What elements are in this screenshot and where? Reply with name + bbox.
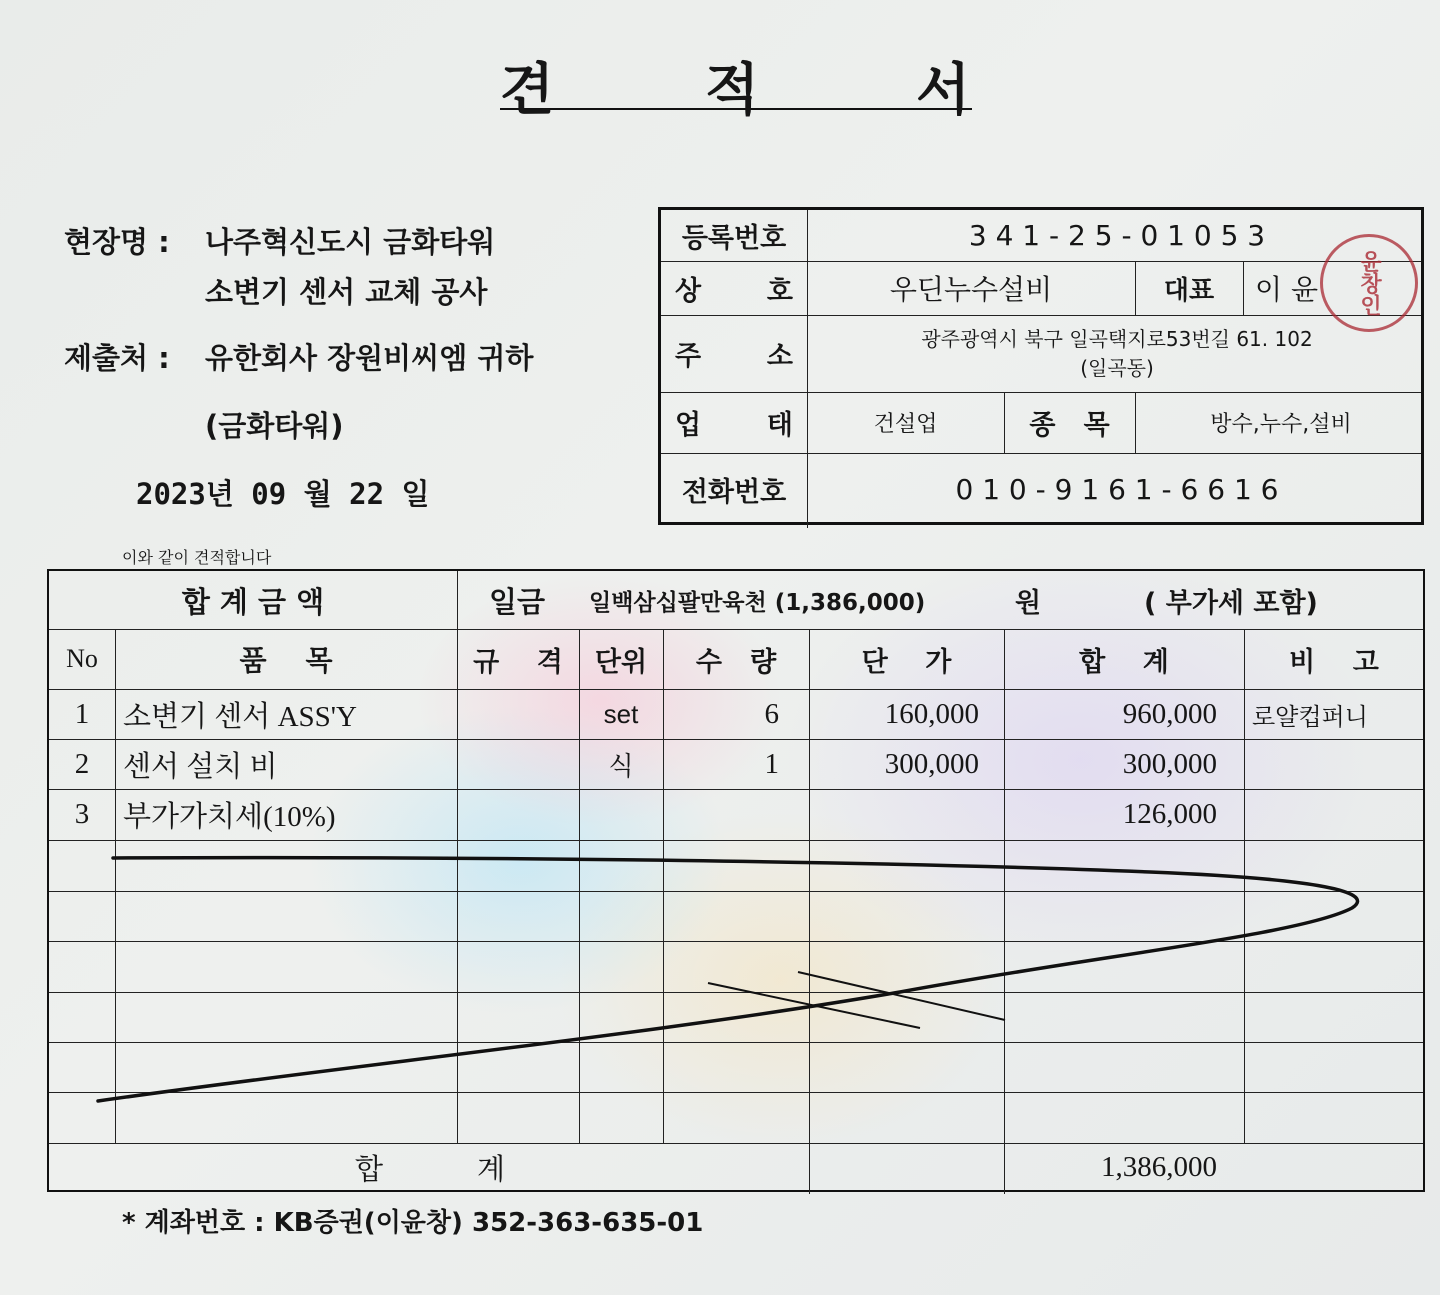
quote-note: 이와 같이 견적합니다 xyxy=(122,548,272,567)
row3-spec xyxy=(457,789,579,840)
title-char-1: 견 xyxy=(500,57,555,123)
row2-spec xyxy=(457,739,579,789)
total-amount-label: 합 계 금 액 xyxy=(181,584,325,619)
business-type-label: 업 태 xyxy=(675,410,793,441)
business-item: 방수,누수,설비 xyxy=(1210,412,1352,437)
company-name: 우딘누수설비 xyxy=(889,273,1053,306)
total-won: 원 xyxy=(1015,587,1042,619)
row3-no: 3 xyxy=(74,798,90,830)
phone-label: 전화번호 xyxy=(681,476,787,508)
address-line1: 광주광역시 북구 일곡택지로53번길 61. 102 xyxy=(921,326,1313,351)
site-name-line2: 소변기 센서 교체 공사 xyxy=(205,275,488,309)
site-name-line1: 나주혁신도시 금화타워 xyxy=(205,225,496,259)
row1-no: 1 xyxy=(74,697,90,730)
supplier-box xyxy=(658,207,1424,525)
company-name-label: 상 호 xyxy=(675,275,793,307)
row2-no: 2 xyxy=(74,747,90,780)
phone-number: 0 1 0 - 9 1 6 1 - 6 6 1 6 xyxy=(955,472,1279,506)
row1-unit-price: 160,000 xyxy=(884,697,979,730)
footer-label-2: 계 xyxy=(476,1153,505,1186)
header-unit: 단위 xyxy=(594,646,648,678)
header-spec: 규 격 xyxy=(473,646,563,678)
row3-unit-price xyxy=(809,789,979,840)
row2-unit: 식 xyxy=(608,751,634,781)
row1-amount: 960,000 xyxy=(1122,697,1217,730)
address xyxy=(807,315,1427,392)
seal-text: 윤창인 xyxy=(1356,250,1382,316)
row2-amount: 300,000 xyxy=(1122,747,1217,780)
row3-amount: 126,000 xyxy=(1122,798,1217,830)
account-info: * 계좌번호 : KB증권(이윤창) 352-363-635-01 xyxy=(122,1208,704,1238)
header-amount: 합 계 xyxy=(1079,646,1169,678)
row1-quantity: 6 xyxy=(764,697,779,730)
recipient-label: 제출처 : xyxy=(64,341,170,375)
address-line2: (일곡동) xyxy=(1080,355,1154,380)
recipient-sub: (금화타워) xyxy=(205,409,344,443)
row1-spec xyxy=(457,689,579,739)
representative-name: 이 윤 xyxy=(1255,273,1318,306)
row2-item: 센서 설치 비 xyxy=(123,750,278,783)
title-char-2: 적 xyxy=(705,57,760,123)
reg-number: 3 4 1 - 2 5 - 0 1 0 5 3 xyxy=(968,219,1266,252)
row2-note xyxy=(1252,739,1424,789)
row1-note: 로얄컵퍼니 xyxy=(1252,702,1368,731)
total-amount-korean: 일백삼십팔만육천 (1,386,000) xyxy=(589,589,926,616)
row3-item: 부가가치세(10%) xyxy=(123,801,336,833)
document-title xyxy=(500,46,972,123)
footer-total: 1,386,000 xyxy=(1101,1150,1217,1183)
row3-note xyxy=(1252,789,1424,840)
company-seal-stamp xyxy=(1320,234,1418,332)
reg-number-label: 등록번호 xyxy=(681,223,787,254)
row3-quantity xyxy=(663,789,779,840)
quote-table xyxy=(47,569,1425,1192)
row2-unit-price: 300,000 xyxy=(884,747,979,780)
vat-included-note: ( 부가세 포함) xyxy=(1144,587,1318,619)
representative-label: 대표 xyxy=(1163,275,1215,306)
row3-unit xyxy=(579,789,663,840)
address-label: 주 소 xyxy=(675,341,793,372)
business-item-label: 종 목 xyxy=(1029,410,1110,441)
quote-date: 2023년 09 월 22 일 xyxy=(136,477,430,511)
header-quantity: 수 량 xyxy=(695,646,777,678)
footer-label-1: 합 xyxy=(354,1153,383,1186)
recipient-name: 유한회사 장원비씨엠 귀하 xyxy=(205,341,534,375)
business-type: 건설업 xyxy=(873,412,938,437)
row1-item: 소변기 센서 ASS'Y xyxy=(123,700,357,733)
header-no: No xyxy=(66,644,98,673)
header-item: 품 목 xyxy=(239,644,333,677)
row1-unit: set xyxy=(603,698,639,729)
site-label: 현장명 : xyxy=(64,225,170,259)
header-unit-price: 단 가 xyxy=(861,646,952,678)
header-note: 비 고 xyxy=(1289,646,1379,678)
row2-quantity: 1 xyxy=(764,747,779,780)
total-prefix: 일금 xyxy=(489,584,546,619)
title-char-3: 서 xyxy=(916,57,971,123)
